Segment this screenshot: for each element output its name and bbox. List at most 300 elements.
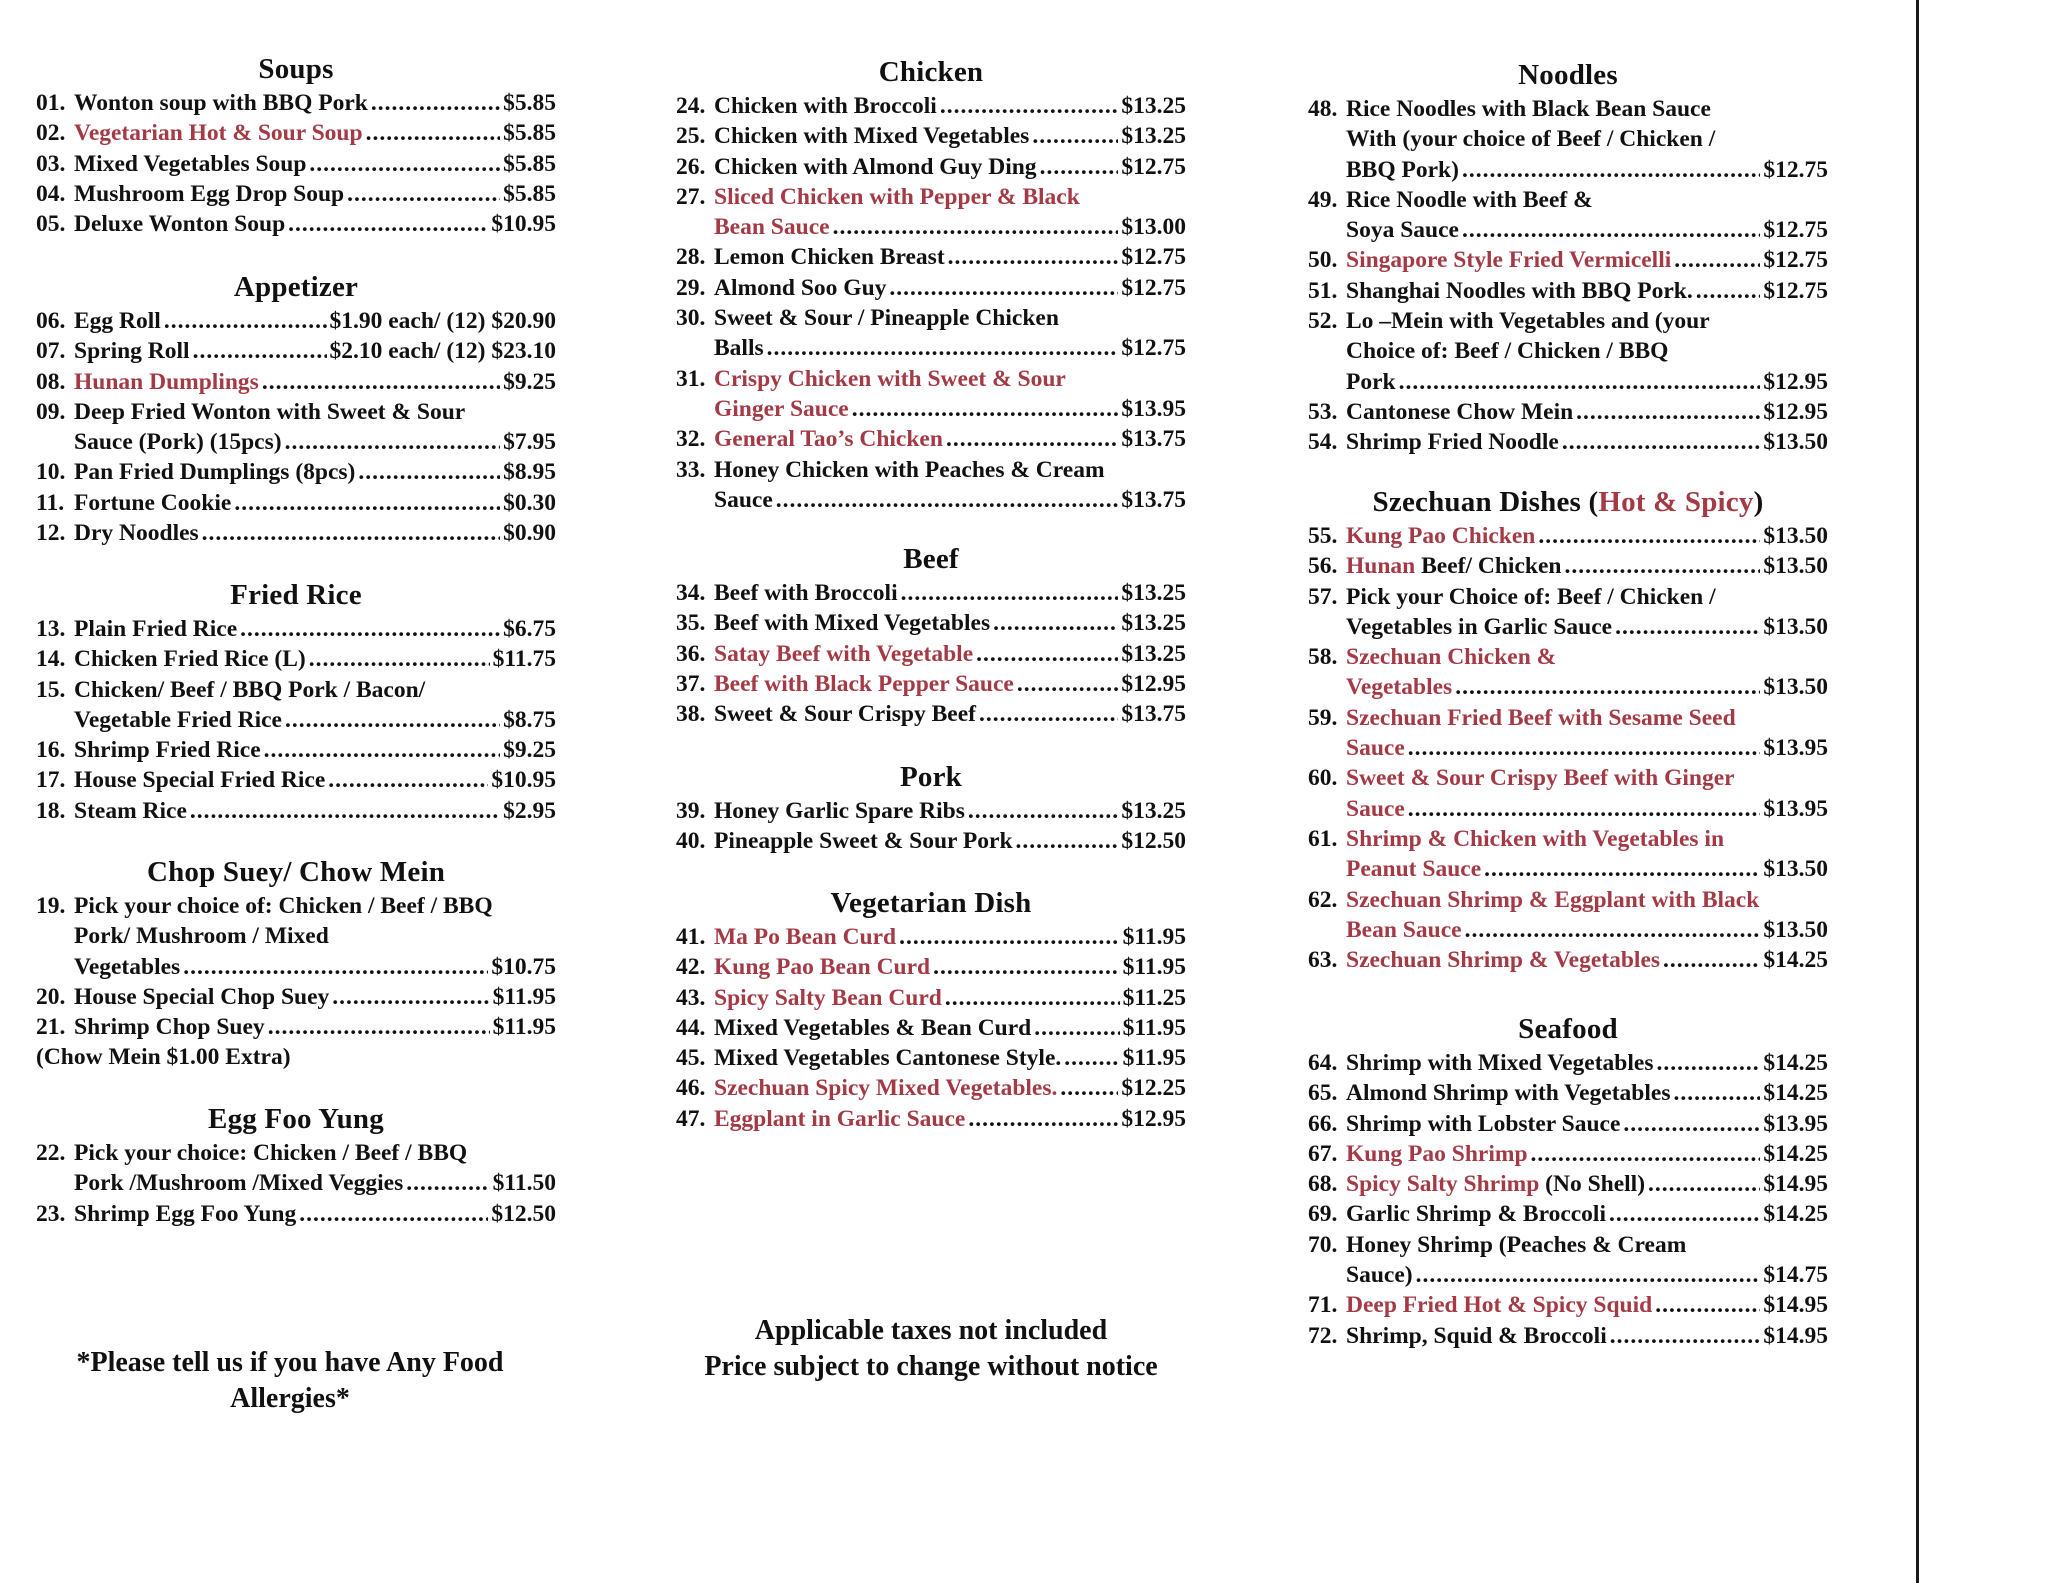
item-number: 29. bbox=[676, 274, 706, 301]
item-name-text: Mushroom Egg Drop Soup bbox=[74, 180, 345, 207]
item-price: $13.25 bbox=[1121, 640, 1186, 667]
dot-leader bbox=[1462, 215, 1760, 245]
section-title bbox=[676, 55, 1186, 89]
section-title-text: Fried Rice bbox=[230, 579, 362, 611]
dot-leader bbox=[1484, 854, 1760, 884]
item-name-text: House Special Chop Suey bbox=[74, 983, 330, 1010]
dot-leader bbox=[234, 488, 500, 518]
item-line bbox=[74, 336, 556, 366]
item-name-highlight: Shrimp & Chicken with Vegetables in bbox=[1346, 825, 1725, 852]
item-number: 53. bbox=[1308, 398, 1338, 425]
item-name bbox=[1346, 612, 1612, 642]
item-name bbox=[1346, 1290, 1652, 1320]
item-name-text: Fortune Cookie bbox=[74, 489, 232, 516]
dot-leader bbox=[1531, 1139, 1761, 1169]
item-name bbox=[714, 455, 1105, 485]
item-price: $2.95 bbox=[503, 797, 556, 824]
menu-item bbox=[36, 457, 556, 487]
item-line bbox=[1346, 1139, 1828, 1169]
item-body bbox=[714, 91, 1186, 121]
item-name-text: Spring Roll bbox=[74, 338, 190, 365]
item-line bbox=[714, 1013, 1186, 1043]
item-price: $12.95 bbox=[1121, 1105, 1186, 1132]
item-price: $14.75 bbox=[1763, 1262, 1828, 1289]
item-price: $0.90 bbox=[503, 520, 556, 547]
item-name-highlight: Ma Po Bean Curd bbox=[714, 924, 897, 950]
item-body bbox=[714, 796, 1186, 826]
dot-leader bbox=[1017, 669, 1119, 699]
item-line bbox=[714, 364, 1186, 394]
item-name-text: Shrimp with Mixed Vegetables bbox=[1346, 1050, 1654, 1076]
item-price: $5.85 bbox=[503, 120, 556, 147]
menu-section-seafood bbox=[1308, 1012, 1828, 1351]
section-title-text: Szechuan Dishes bbox=[1372, 486, 1581, 518]
item-body bbox=[714, 952, 1186, 982]
item-body bbox=[74, 614, 556, 644]
item-number: 54. bbox=[1308, 429, 1338, 456]
item-name bbox=[74, 614, 237, 644]
menu-item bbox=[676, 121, 1186, 151]
menu-item bbox=[676, 639, 1186, 669]
item-name-text: Almond Shrimp with Vegetables bbox=[1346, 1080, 1671, 1107]
item-price: $8.95 bbox=[503, 459, 556, 486]
item-name-text: Pick your Choice of: Beef / Chicken / bbox=[1346, 583, 1716, 610]
item-name-text: Pork bbox=[1346, 368, 1396, 395]
item-name bbox=[714, 699, 976, 729]
item-name-text: Chicken Fried Rice (L) bbox=[74, 646, 306, 673]
item-price: $13.95 bbox=[1763, 735, 1828, 762]
item-line bbox=[1346, 306, 1828, 336]
item-name-text: Mixed Vegetables Cantonese Style. bbox=[714, 1045, 1062, 1072]
item-number: 26. bbox=[676, 153, 706, 180]
item-price: $14.95 bbox=[1763, 1292, 1828, 1319]
item-name-text: BBQ Pork) bbox=[1346, 156, 1459, 183]
item-body bbox=[1346, 551, 1828, 581]
item-line bbox=[1346, 367, 1828, 397]
item-number: 43. bbox=[676, 984, 706, 1011]
item-name bbox=[1346, 703, 1736, 733]
item-number: 58. bbox=[1308, 644, 1338, 671]
item-body bbox=[1346, 1078, 1828, 1108]
item-name-highlight: Crispy Chicken with Sweet & Sour bbox=[714, 365, 1066, 392]
dot-leader bbox=[993, 608, 1118, 638]
page-edge-divider bbox=[1916, 0, 1919, 1583]
item-name bbox=[1346, 185, 1593, 215]
item-price: $12.75 bbox=[1763, 217, 1828, 244]
menu-section-soups bbox=[36, 52, 556, 239]
section-title-text: Chop Suey/ Chow Mein bbox=[146, 856, 446, 888]
item-price: $5.85 bbox=[503, 180, 556, 207]
item-name bbox=[714, 212, 830, 242]
menu-item bbox=[1308, 185, 1828, 246]
item-price: $13.95 bbox=[1121, 395, 1186, 422]
item-line bbox=[74, 796, 556, 826]
item-number: 46. bbox=[676, 1075, 706, 1102]
item-name-text: Wonton soup with BBQ Pork bbox=[74, 90, 368, 116]
item-body bbox=[714, 424, 1186, 454]
item-name bbox=[714, 182, 1080, 212]
item-name-text: Deep Fried Wonton with Sweet & Sour bbox=[74, 398, 466, 425]
item-number: 41. bbox=[676, 924, 706, 950]
item-name bbox=[1346, 1048, 1653, 1078]
item-body bbox=[1346, 1048, 1828, 1078]
item-name bbox=[1346, 915, 1462, 945]
item-line bbox=[714, 152, 1186, 182]
menu-item bbox=[36, 675, 556, 736]
item-line bbox=[1346, 945, 1828, 975]
item-body bbox=[1346, 1230, 1828, 1291]
item-number: 27. bbox=[676, 183, 706, 210]
item-body bbox=[74, 796, 556, 826]
item-number: 05. bbox=[36, 211, 66, 238]
item-body bbox=[714, 826, 1186, 856]
dot-leader bbox=[945, 983, 1120, 1013]
item-body bbox=[714, 699, 1186, 729]
item-line bbox=[1346, 94, 1828, 124]
item-name-text: Shrimp Fried Noodle bbox=[1346, 429, 1559, 456]
item-body bbox=[714, 578, 1186, 608]
item-name bbox=[714, 1013, 1031, 1043]
item-body bbox=[1346, 427, 1828, 457]
item-number: 24. bbox=[676, 93, 706, 119]
dot-leader bbox=[371, 88, 500, 118]
menu-item bbox=[36, 397, 556, 458]
item-name bbox=[1346, 1321, 1607, 1351]
item-number: 15. bbox=[36, 676, 66, 703]
section-title bbox=[36, 1102, 556, 1136]
dot-leader bbox=[193, 336, 327, 366]
menu-item bbox=[36, 488, 556, 518]
item-line bbox=[714, 242, 1186, 272]
item-line bbox=[714, 1104, 1186, 1134]
dot-leader bbox=[1040, 152, 1119, 182]
item-name-text: Mixed Vegetables & Bean Curd bbox=[714, 1014, 1032, 1041]
item-price: $11.95 bbox=[1122, 954, 1186, 981]
item-name bbox=[714, 578, 898, 608]
menu-section-chicken bbox=[676, 55, 1186, 515]
menu-section-pork bbox=[676, 760, 1186, 857]
menu-section-vegetarian-dish bbox=[676, 886, 1186, 1134]
dot-leader bbox=[1696, 276, 1761, 306]
item-line bbox=[74, 118, 556, 148]
item-line bbox=[1346, 276, 1828, 306]
item-line bbox=[1346, 124, 1828, 154]
item-name bbox=[1346, 215, 1459, 245]
item-price: $12.75 bbox=[1763, 277, 1828, 304]
dot-leader bbox=[1462, 155, 1760, 185]
dot-leader bbox=[1455, 672, 1760, 702]
item-number: 45. bbox=[676, 1045, 706, 1072]
menu-item bbox=[1308, 703, 1828, 764]
dot-leader bbox=[1408, 794, 1761, 824]
item-name-text: Lemon Chicken Breast bbox=[714, 244, 945, 271]
item-line bbox=[74, 921, 556, 951]
menu-item bbox=[676, 424, 1186, 454]
menu-item bbox=[676, 1043, 1186, 1073]
dot-leader bbox=[833, 212, 1119, 242]
item-name bbox=[1346, 885, 1759, 915]
dot-leader bbox=[1615, 612, 1760, 642]
item-line bbox=[1346, 215, 1828, 245]
dot-leader bbox=[1576, 397, 1760, 427]
item-body bbox=[714, 364, 1186, 425]
menu-section-fried-rice bbox=[36, 578, 556, 826]
item-price: $9.25 bbox=[503, 368, 556, 395]
item-number: 50. bbox=[1308, 247, 1338, 274]
dot-leader bbox=[288, 209, 488, 239]
item-name bbox=[1346, 854, 1481, 884]
item-name-text: Beef with Mixed Vegetables bbox=[714, 610, 991, 637]
item-body bbox=[74, 1199, 556, 1229]
menu-item bbox=[676, 952, 1186, 982]
item-line bbox=[74, 1199, 556, 1229]
item-name-text: Rice Noodle with Beef & bbox=[1346, 186, 1593, 213]
item-number: 72. bbox=[1308, 1322, 1338, 1349]
menu-item bbox=[676, 669, 1186, 699]
item-body bbox=[1346, 1199, 1828, 1229]
item-number: 20. bbox=[36, 983, 66, 1010]
dot-leader bbox=[776, 485, 1119, 515]
item-number: 22. bbox=[36, 1140, 66, 1166]
dot-leader bbox=[968, 796, 1118, 826]
item-name bbox=[74, 1168, 403, 1198]
item-name bbox=[74, 306, 161, 336]
item-body bbox=[74, 336, 556, 366]
item-name-highlight: Bean Sauce bbox=[714, 214, 830, 241]
menu-item bbox=[1308, 276, 1828, 306]
item-body bbox=[74, 735, 556, 765]
item-line bbox=[1346, 1260, 1828, 1290]
item-body bbox=[1346, 885, 1828, 946]
item-name bbox=[714, 152, 1037, 182]
item-number: 28. bbox=[676, 244, 706, 271]
item-price: $11.75 bbox=[492, 646, 556, 673]
item-line bbox=[1346, 551, 1828, 581]
menu-item bbox=[36, 614, 556, 644]
menu-item bbox=[36, 982, 556, 1012]
menu-item bbox=[676, 242, 1186, 272]
item-line bbox=[714, 1043, 1186, 1073]
menu-section-beef bbox=[676, 542, 1186, 729]
item-name bbox=[74, 488, 231, 518]
dot-leader bbox=[1064, 1043, 1119, 1073]
item-body bbox=[1346, 94, 1828, 185]
menu-item bbox=[676, 578, 1186, 608]
item-name-text: Soya Sauce bbox=[1346, 217, 1459, 244]
item-price: $11.95 bbox=[492, 1014, 556, 1041]
item-name bbox=[714, 485, 773, 515]
item-number: 64. bbox=[1308, 1050, 1338, 1076]
item-name bbox=[714, 826, 1013, 856]
item-name-text: Sauce) bbox=[1346, 1262, 1413, 1289]
item-line bbox=[1346, 427, 1828, 457]
item-name bbox=[1346, 427, 1559, 457]
item-body bbox=[74, 397, 556, 458]
item-name-highlight: Eggplant in Garlic Sauce bbox=[714, 1105, 966, 1132]
item-name-text: House Special Fried Rice bbox=[74, 767, 326, 794]
menu-item bbox=[36, 1199, 556, 1229]
item-number: 33. bbox=[676, 456, 706, 483]
item-line bbox=[1346, 703, 1828, 733]
item-body bbox=[1346, 1321, 1828, 1351]
item-name-highlight: Vegetarian Hot & Sour Soup bbox=[74, 120, 363, 147]
item-number: 71. bbox=[1308, 1292, 1338, 1319]
item-number: 10. bbox=[36, 459, 66, 486]
item-name-highlight: Szechuan Spicy Mixed Vegetables. bbox=[714, 1075, 1058, 1102]
item-number: 42. bbox=[676, 954, 706, 981]
item-name bbox=[74, 891, 493, 921]
item-name-text: Cantonese Chow Mein bbox=[1346, 398, 1574, 425]
item-price: $13.50 bbox=[1763, 674, 1828, 701]
menu-item bbox=[1308, 763, 1828, 824]
item-number: 65. bbox=[1308, 1080, 1338, 1107]
item-name-text: Shrimp Egg Foo Yung bbox=[74, 1200, 297, 1227]
dot-leader bbox=[183, 952, 488, 982]
dot-leader bbox=[1656, 1048, 1760, 1078]
item-name-text: Pick your choice of: Chicken / Beef / BBQ bbox=[74, 893, 493, 919]
section-title-paren-close: ) bbox=[1753, 486, 1764, 518]
item-body bbox=[714, 639, 1186, 669]
item-name bbox=[714, 669, 1014, 699]
item-number: 49. bbox=[1308, 186, 1338, 213]
item-body bbox=[1346, 1290, 1828, 1320]
item-number: 44. bbox=[676, 1014, 706, 1041]
item-body bbox=[74, 209, 556, 239]
item-name-highlight: Szechuan Fried Beef with Sesame Seed bbox=[1346, 704, 1736, 731]
dot-leader bbox=[901, 578, 1119, 608]
menu-item bbox=[1308, 642, 1828, 703]
tax-notice-line: Applicable taxes not included bbox=[754, 1315, 1108, 1346]
dot-leader bbox=[285, 705, 500, 735]
item-body bbox=[74, 118, 556, 148]
menu-item bbox=[36, 796, 556, 826]
item-name bbox=[74, 644, 306, 674]
menu-section-appetizer bbox=[36, 270, 556, 548]
item-body bbox=[1346, 703, 1828, 764]
menu-item bbox=[1308, 582, 1828, 643]
item-line bbox=[1346, 1199, 1828, 1229]
item-body bbox=[1346, 642, 1828, 703]
item-body bbox=[74, 306, 556, 336]
item-number: 12. bbox=[36, 520, 66, 547]
item-name bbox=[1346, 1139, 1528, 1169]
dot-leader bbox=[1538, 521, 1760, 551]
item-name bbox=[1346, 672, 1452, 702]
item-line bbox=[714, 121, 1186, 151]
menu-item bbox=[36, 765, 556, 795]
item-price: $12.95 bbox=[1121, 670, 1186, 697]
item-body bbox=[1346, 582, 1828, 643]
item-name bbox=[74, 88, 368, 118]
item-name-highlight: Hunan bbox=[1346, 553, 1416, 580]
item-name-text: Shrimp Fried Rice bbox=[74, 737, 261, 764]
item-line bbox=[1346, 1321, 1828, 1351]
item-line bbox=[74, 1168, 556, 1198]
item-number: 51. bbox=[1308, 277, 1338, 304]
item-name bbox=[714, 983, 942, 1013]
menu-item bbox=[36, 367, 556, 397]
item-number: 67. bbox=[1308, 1140, 1338, 1167]
dot-leader bbox=[164, 306, 327, 336]
menu-item bbox=[1308, 945, 1828, 975]
item-price: $7.95 bbox=[503, 429, 556, 456]
item-name bbox=[714, 639, 973, 669]
item-line bbox=[1346, 397, 1828, 427]
menu-item bbox=[676, 152, 1186, 182]
item-body bbox=[1346, 1169, 1828, 1199]
item-price: $11.50 bbox=[492, 1170, 556, 1197]
dot-leader bbox=[1032, 121, 1118, 151]
item-name bbox=[74, 735, 261, 765]
menu-item bbox=[36, 209, 556, 239]
item-price: $10.95 bbox=[491, 767, 556, 794]
menu-item bbox=[36, 306, 556, 336]
item-name bbox=[714, 796, 965, 826]
item-line bbox=[714, 485, 1186, 515]
dot-leader bbox=[1610, 1321, 1761, 1351]
item-line bbox=[1346, 1169, 1828, 1199]
item-name bbox=[714, 242, 945, 272]
item-name bbox=[714, 273, 886, 303]
menu-item bbox=[36, 735, 556, 765]
item-line bbox=[1346, 1109, 1828, 1139]
dot-leader bbox=[767, 333, 1119, 363]
item-number: 63. bbox=[1308, 947, 1338, 974]
item-line bbox=[1346, 642, 1828, 672]
item-line bbox=[74, 614, 556, 644]
item-number: 16. bbox=[36, 737, 66, 764]
item-name-text: Pan Fried Dumplings (8pcs) bbox=[74, 459, 356, 486]
item-price: $13.50 bbox=[1763, 613, 1828, 640]
dot-leader bbox=[190, 796, 500, 826]
item-line bbox=[74, 705, 556, 735]
menu-section-chop-suey-chow-mein bbox=[36, 855, 556, 1072]
menu-item bbox=[676, 922, 1186, 952]
item-name bbox=[74, 1012, 265, 1042]
item-body bbox=[74, 149, 556, 179]
item-line bbox=[1346, 1230, 1828, 1260]
item-line bbox=[1346, 1078, 1828, 1108]
item-number: 36. bbox=[676, 640, 706, 667]
item-body bbox=[74, 518, 556, 548]
item-price: $13.50 bbox=[1763, 553, 1828, 580]
item-line bbox=[74, 179, 556, 209]
item-name-text: Dry Noodles bbox=[74, 520, 199, 547]
item-number: 66. bbox=[1308, 1110, 1338, 1137]
item-body bbox=[1346, 245, 1828, 275]
item-price: $13.50 bbox=[1763, 429, 1828, 456]
item-number: 48. bbox=[1308, 96, 1338, 122]
dot-leader bbox=[1408, 733, 1761, 763]
item-line bbox=[714, 424, 1186, 454]
item-line bbox=[714, 608, 1186, 638]
item-price: $11.95 bbox=[1122, 924, 1186, 950]
item-line bbox=[1346, 521, 1828, 551]
item-name bbox=[74, 397, 465, 427]
item-price: $8.75 bbox=[503, 706, 556, 733]
item-name-text: Shrimp, Squid & Broccoli bbox=[1346, 1322, 1607, 1349]
item-name bbox=[1346, 397, 1573, 427]
item-body bbox=[1346, 276, 1828, 306]
item-number: 25. bbox=[676, 123, 706, 150]
tax-notice bbox=[670, 1313, 1192, 1385]
item-name-highlight: Spicy Salty Bean Curd bbox=[714, 984, 942, 1011]
item-price: $14.25 bbox=[1763, 1201, 1828, 1228]
menu-item bbox=[1308, 824, 1828, 885]
item-name-text: Sweet & Sour / Pineapple Chicken bbox=[714, 305, 1059, 332]
item-name-text: Deluxe Wonton Soup bbox=[74, 211, 286, 238]
item-name-highlight: General Tao’s Chicken bbox=[714, 426, 943, 453]
